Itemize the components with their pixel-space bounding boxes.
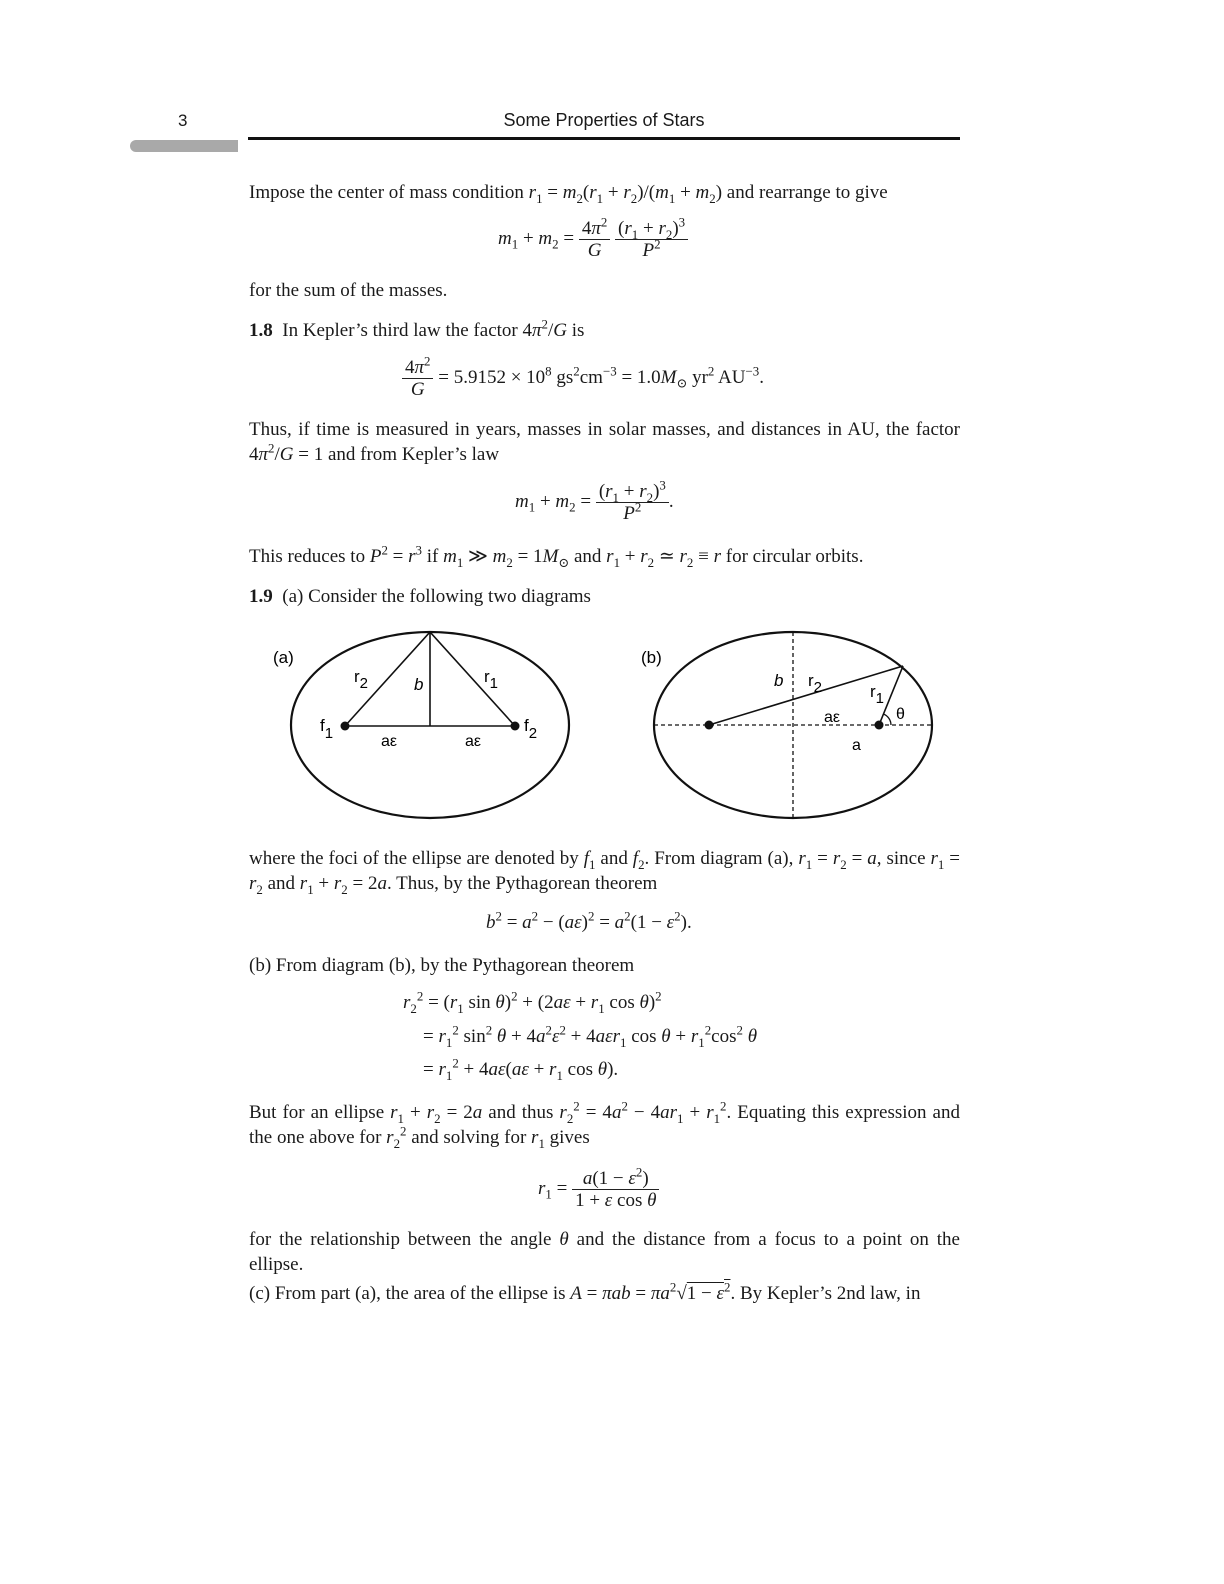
label-r2-b: r2	[808, 671, 823, 696]
label-r1-a: r1	[484, 667, 499, 692]
label-ae-left: aε	[381, 733, 398, 750]
panel-label-b: (b)	[641, 648, 662, 667]
label-ae-b: aε	[824, 709, 841, 726]
paragraph-units: Thus, if time is measured in years, masses in solar masses, and distances in AU, the factor $4\pi^2/G = 1$ and from Kepler’s law	[249, 419, 960, 465]
paragraph-part-c: (c) From part (a), the area of the ellipse is $A = \pi ab = \pi a^2√1 - \varepsilon^2$. By Kepler’s 2nd law, in	[249, 1279, 921, 1304]
equation-r2-line2: = $r_1^2$ $\sin^2 \theta + 4a^2\varepsilon^2 + 4a\varepsilon r_1$ $\cos \theta + r_1^2\cos^2$ θ	[423, 1022, 758, 1050]
theta-arc	[884, 714, 892, 725]
paragraph-center-of-mass: Impose the center of mass condition $r_1 = m_2(r_1 + r_2)/(m_1 + m_2)$ and rearrange to give	[249, 182, 888, 206]
page-number: 3	[178, 111, 188, 130]
equation-r2-line1: $r_2^2 = (r_1$ $\sin \theta)^2 + (2a\varepsilon + r_1$ cos θ)$^2$	[403, 988, 662, 1016]
equation-r2-line3: = $r_1^2 + 4a\varepsilon(a\varepsilon + r_1$ cos θ).	[423, 1055, 619, 1083]
section-number: 1.9	[249, 586, 273, 607]
running-title: Some Properties of Stars	[503, 110, 705, 130]
paragraph-ellipse-equating: But for an ellipse $r_1 + r_2 = 2a$ and thus $r_2^2 = 4a^2 - 4ar_1 + r_1^2$. Equating this expression and the one above for $r_2^2$ and solving for $r_1$ gives	[249, 1098, 960, 1151]
equation-kepler-factor: $\frac{4\pi^2}{G}$ = $5.9152 \times 10^8$ $gs^2cm^{-3} = 1.0M_⊙$ $yr^2$ $AU^{-3}$.	[402, 357, 764, 400]
diagram-b	[641, 632, 932, 818]
paragraph-foci: where the foci of the ellipse are denoted by $f_1$ and $f_2$. From diagram (a), $r_1 = r_2 = a$, since $r_1 = r_2$ and $r_1 + r_2 = 2a$. Thus, by the Pythagorean theorem	[249, 848, 961, 897]
focus-right-dot	[875, 721, 884, 730]
focus-f1-dot	[341, 722, 350, 731]
section-number: 1.8	[249, 320, 273, 341]
equation-kepler-law: $m_1 + m_2$ = $\frac{(r_1 + r_2)^3}{P^2}$ .	[515, 477, 674, 524]
focus-f2-dot	[511, 722, 520, 731]
label-f1: f1	[320, 716, 334, 742]
equation-mass-sum: $m_1 + m_2$ = $\frac{4\pi^2}{G}$ $\frac{(r_1 + r_2)^3}{P^2}$	[498, 218, 688, 261]
paragraph-circular-orbits: This reduces to $P^2 = r^3$ if $m_1$ ≫ $m_2 = 1M_⊙$ and $r_1 + r_2$ ≃ $r_2 \equiv r$ for circular orbits.	[249, 542, 864, 570]
diagram-a	[273, 632, 569, 818]
label-r1-b: r1	[870, 682, 885, 707]
label-a-b: a	[852, 737, 861, 754]
section-1-8-intro: 1.8 In Kepler’s third law the factor $4\pi^2/G$ is	[249, 316, 585, 341]
label-b-a: b	[414, 675, 424, 694]
panel-label-a: (a)	[273, 648, 294, 667]
paragraph-sum-of-masses: for the sum of the masses.	[249, 280, 448, 301]
equation-r1-result: $r_1$ = $\frac{a(1 - \varepsilon^2)}{\text{1 + ε cos θ}}$	[538, 1168, 659, 1211]
label-theta: θ	[896, 706, 905, 723]
equation-b-squared: $b^2 = a^2 - (a\varepsilon)^2 = a^2(1 - \varepsilon^2)$.	[486, 908, 692, 933]
paragraph-diagram-b: (b) From diagram (b), by the Pythagorean theorem	[249, 955, 635, 976]
focus-left-dot	[705, 721, 714, 730]
label-f2: f2	[524, 716, 538, 742]
label-b-b: b	[774, 671, 784, 690]
paragraph-angle-relationship: for the relationship between the angle θ and the distance from a focus to a point on the ellipse.	[249, 1229, 960, 1275]
label-ae-right: aε	[465, 733, 482, 750]
label-r2-a: r2	[354, 667, 369, 692]
section-1-9-intro: 1.9 (a) Consider the following two diagrams	[249, 586, 591, 607]
